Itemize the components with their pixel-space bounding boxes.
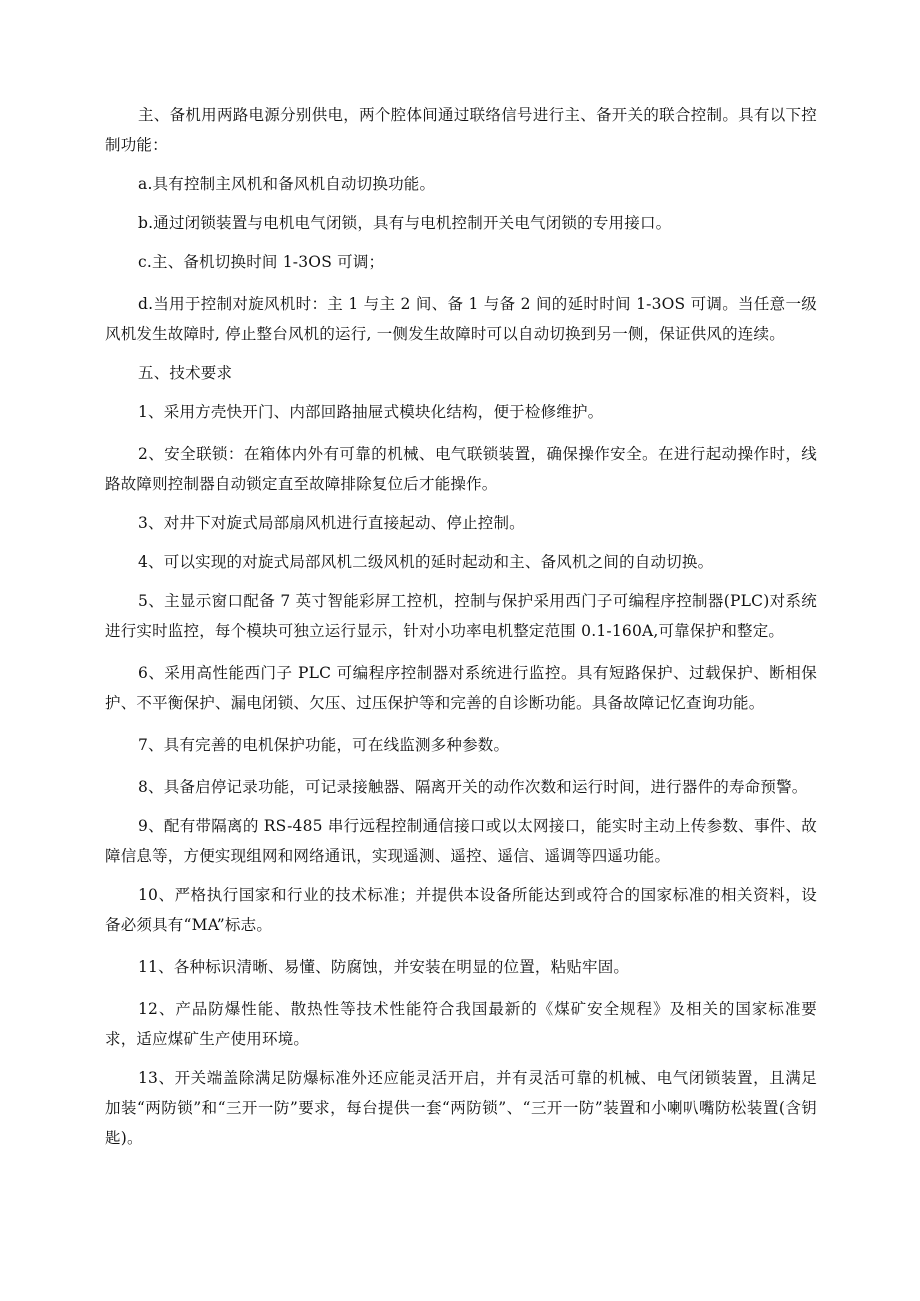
paragraph-req-7: 7、具有完善的电机保护功能，可在线监测多种参数。: [138, 736, 510, 754]
section-heading-tech-requirements: 五、技术要求: [138, 364, 233, 382]
paragraph-req-1: 1、采用方壳快开门、内部回路抽屉式模块化结构，便于检修维护。: [138, 403, 604, 421]
paragraph-req-12: 12、产品防爆性能、散热性等技术性能符合我国最新的《煤矿安全规程》及相关的国家标准要求，适应煤矿生产使用环境。: [105, 1000, 817, 1048]
paragraph-item-b: b.通过闭锁装置与电机电气闭锁，具有与电机控制开关电气闭锁的专用接口。: [138, 214, 672, 232]
paragraph-item-d: d.当用于控制对旋风机时：主 1 与主 2 间、备 1 与备 2 间的延时时间 1-3OS 可调。当任意一级风机发生故障时, 停止整台风机的运行, 一侧发生故障时可以自动切换到另一侧，保证供风的连续。: [105, 295, 817, 343]
paragraph-req-13: 13、开关端盖除满足防爆标准外还应能灵活开启，并有灵活可靠的机械、电气闭锁装置，且满足加装“两防锁”和“三开一防”要求，每台提供一套“两防锁”、“三开一防”装置和小喇叭嘴防松装置(含钥匙)。: [105, 1069, 817, 1147]
paragraph-item-c: c.主、备机切换时间 1-3OS 可调；: [138, 253, 385, 271]
paragraph-req-10: 10、严格执行国家和行业的技术标准；并提供本设备所能达到或符合的国家标准的相关资料，设备必须具有“MA”标志。: [105, 886, 817, 934]
paragraph-item-a: a.具有控制主风机和备风机自动切换功能。: [138, 175, 436, 193]
document-body: [105, 100, 817, 1162]
paragraph-req-2: 2、安全联锁：在箱体内外有可靠的机械、电气联锁装置，确保操作安全。在进行起动操作时，线路故障则控制器自动锁定直至故障排除复位后才能操作。: [105, 445, 817, 493]
paragraph-req-8: 8、具备启停记录功能，可记录接触器、隔离开关的动作次数和运行时间，进行器件的寿命预警。: [138, 778, 808, 796]
paragraph-req-11: 11、各种标识清晰、易懂、防腐蚀，并安装在明显的位置，粘贴牢固。: [138, 958, 630, 976]
paragraph-req-9: 9、配有带隔离的 RS-485 串行远程控制通信接口或以太网接口，能实时主动上传参数、事件、故障信息等，方便实现组网和网络通讯，实现遥测、遥控、遥信、遥调等四遥功能。: [105, 817, 817, 865]
paragraph-req-3: 3、对井下对旋式局部扇风机进行直接起动、停止控制。: [138, 514, 525, 532]
paragraph-req-6: 6、采用高性能西门子 PLC 可编程序控制器对系统进行监控。具有短路保护、过载保护、断相保护、不平衡保护、漏电闭锁、欠压、过压保护等和完善的自诊断功能。具备故障记忆查询功能。: [105, 664, 817, 712]
paragraph-req-4: 4、可以实现的对旋式局部风机二级风机的延时起动和主、备风机之间的自动切换。: [138, 553, 714, 571]
paragraph-req-5: 5、主显示窗口配备 7 英寸智能彩屏工控机，控制与保护采用西门子可编程序控制器(PLC)对系统进行实时监控，每个模块可独立运行显示，针对小功率电机整定范围 0.1-160A,可靠保护和整定。: [105, 592, 817, 640]
paragraph-intro: 主、备机用两路电源分别供电，两个腔体间通过联络信号进行主、备开关的联合控制。具有以下控制功能：: [105, 106, 817, 154]
